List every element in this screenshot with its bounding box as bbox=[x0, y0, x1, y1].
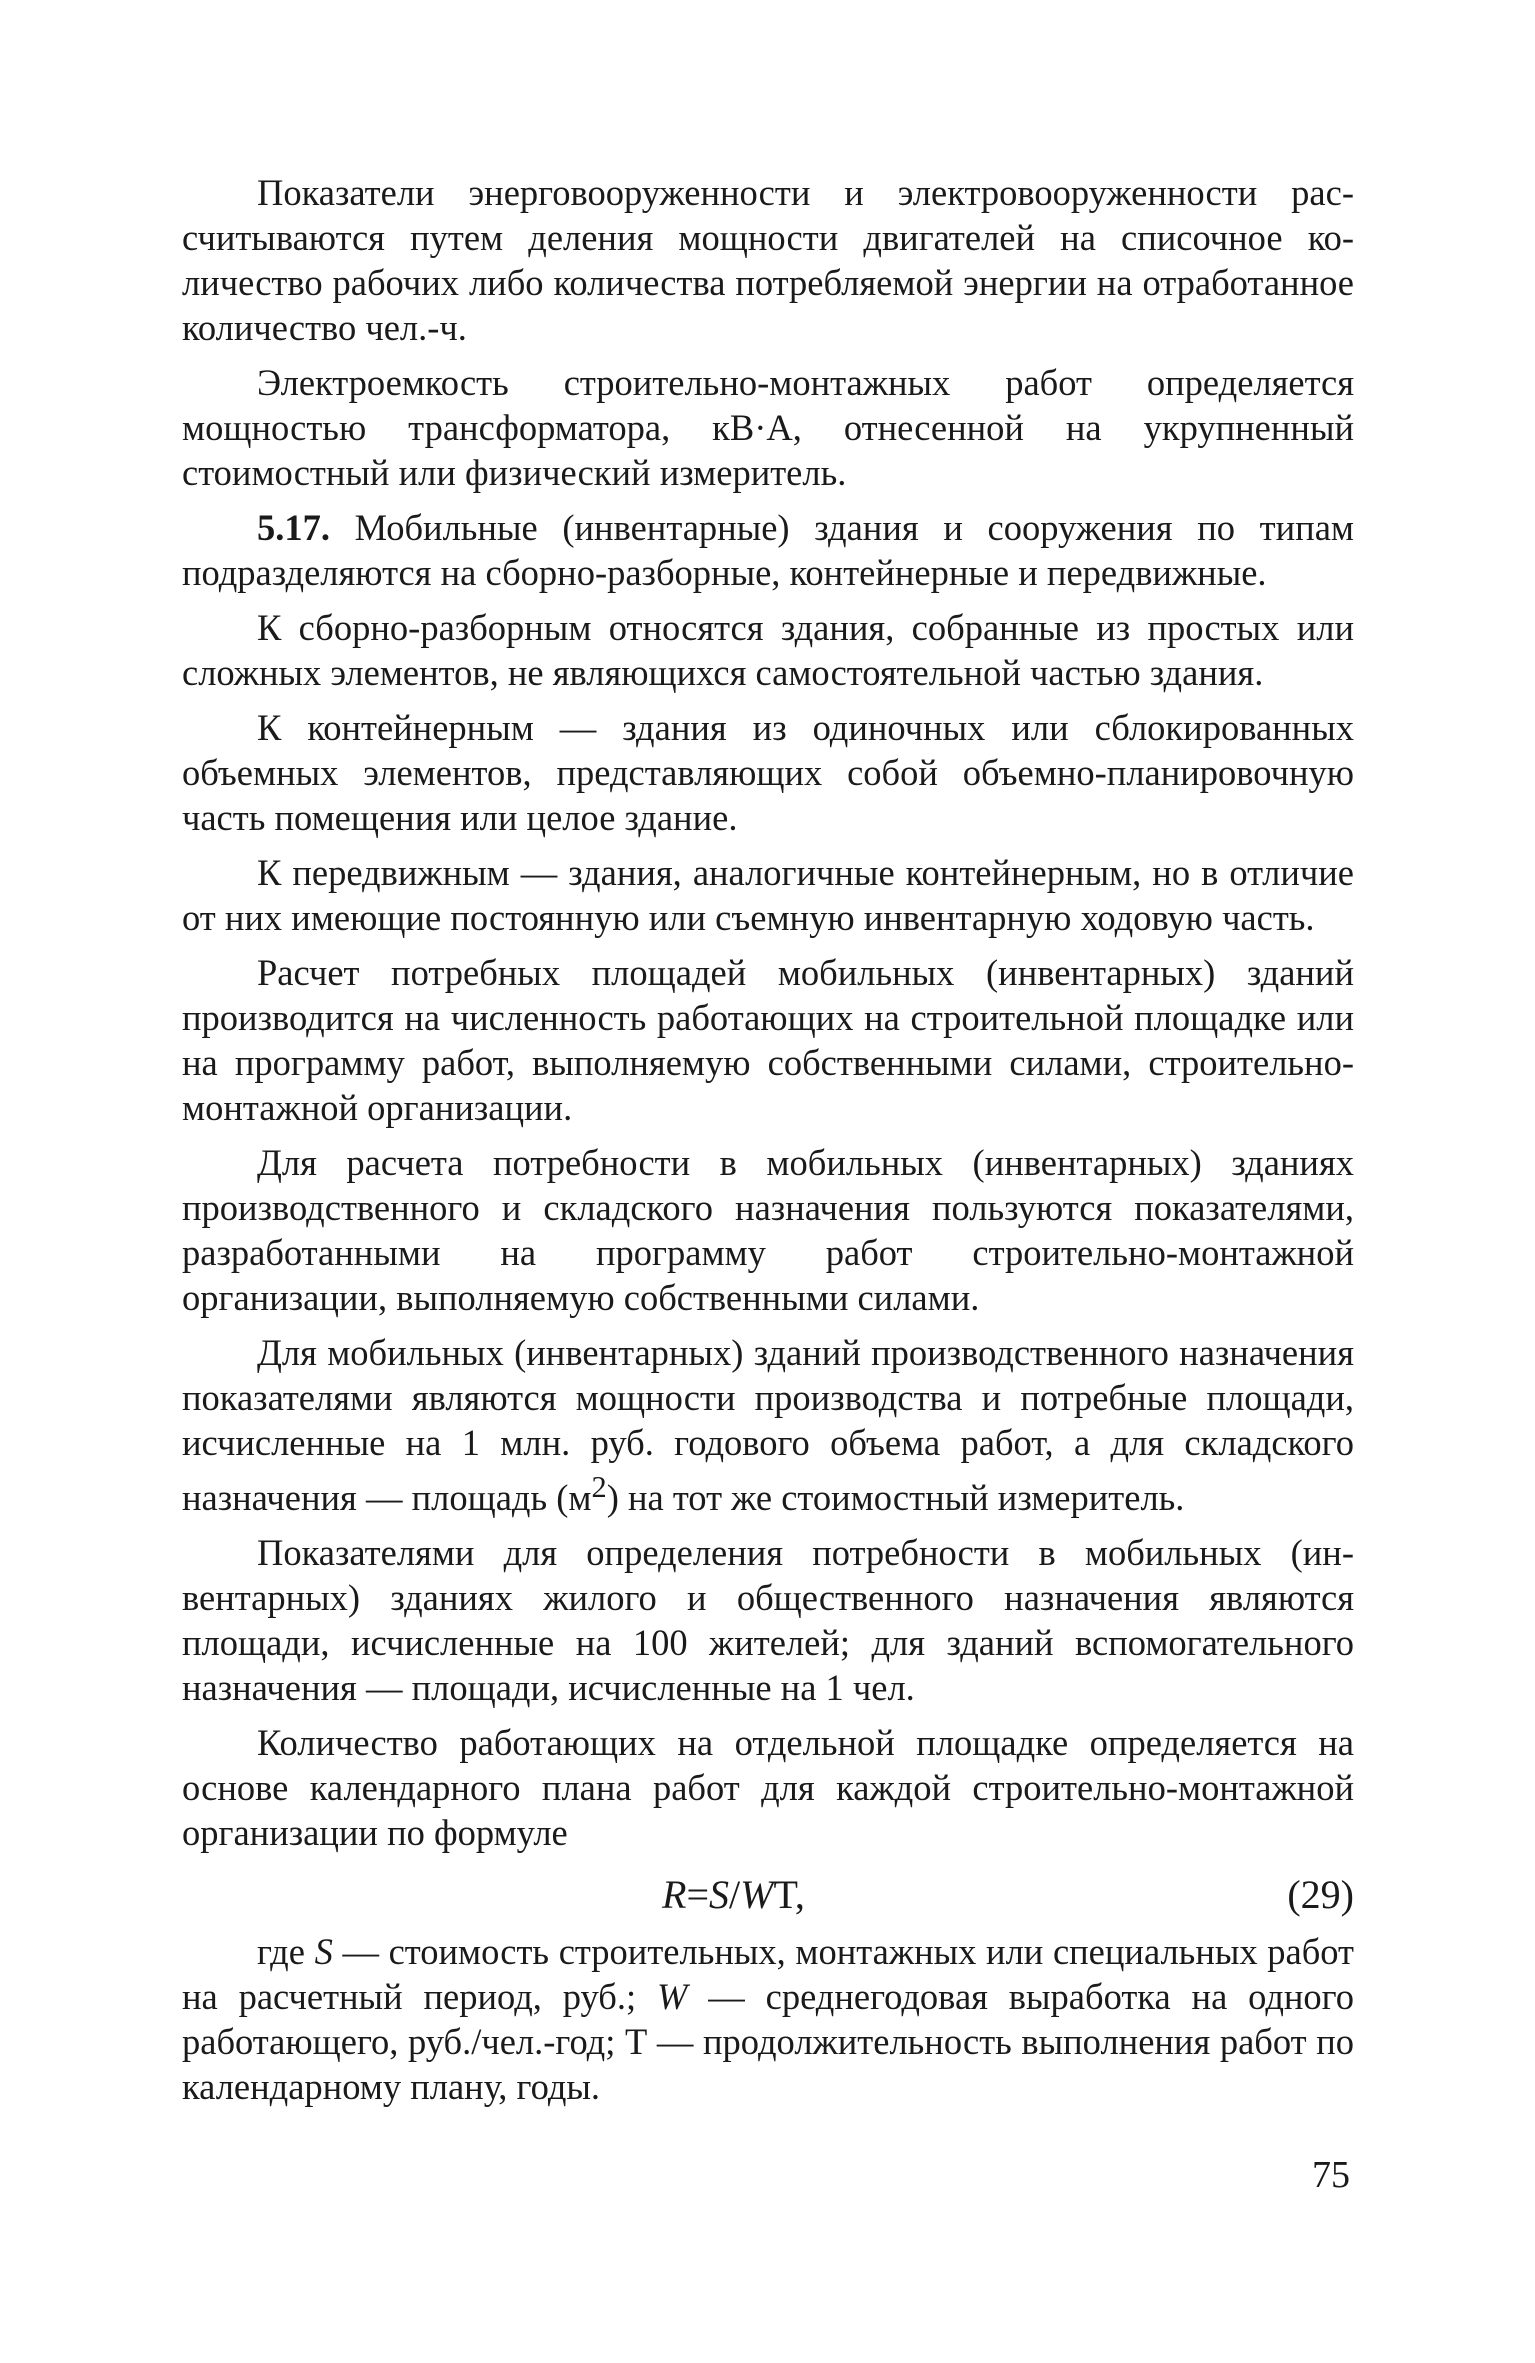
paragraph-container-buildings: К контейнерным — здания из одиночных или сблокированных объемных элементов, представляющих собой объемно-планировочную часть помещения или целое здание. bbox=[182, 707, 1354, 838]
paragraph-industrial-indicators bbox=[182, 1330, 1354, 1520]
paragraph-text: ) на тот же стоимостный измеритель. bbox=[606, 1477, 1185, 1519]
formula-w: W bbox=[740, 1872, 774, 1918]
paragraph-residential-indicators: Показателями для определения потребности в мобильных (инвентарных) зданиях жилого и общественного назначения являются площади, исчисленные на 100 жителей; для зданий вспомогательного назначения — площади, исчисленные на 1 чел. bbox=[182, 1532, 1354, 1709]
superscript: 2 bbox=[591, 1470, 607, 1504]
page-body bbox=[182, 170, 1354, 2119]
formula-expression bbox=[662, 1865, 805, 1925]
paragraph-mobile-buildings: К передвижным — здания, аналогичные контейнерным, но в отличие от них имеющие постоянную или съемную инвентарную ходовую часть. bbox=[182, 852, 1354, 938]
section-number: 5.17. bbox=[257, 507, 330, 548]
formula-number: (29) bbox=[1287, 1872, 1354, 1918]
formula-equals: = bbox=[686, 1872, 709, 1918]
paragraph-worker-count: Количество работающих на отдельной площадке определяется на основе календарного плана работ для каждой строительно-монтажной организации по формуле bbox=[182, 1722, 1354, 1854]
legend-w-definition: — среднегодовая выработка на одного работающего, руб./чел.-год; Т — продолжительность выполнения работ по календарному плану, годы. bbox=[182, 1976, 1354, 2108]
paragraph-energy-indicators: Показатели энерговооруженности и электровооруженности рассчитываются путем деления мощности двигателей на списочное количество рабочих либо количества потребляемой энергии на отработанное количество чел.-ч. bbox=[182, 172, 1354, 348]
formula-29 bbox=[182, 1865, 1354, 1925]
formula-t: T, bbox=[773, 1872, 805, 1918]
paragraph-area-calculation: Расчет потребных площадей мобильных (инвентарных) зданий производится на численность работающих на строительной площадке или на программу работ, выполняемую собственными силами, строительно-монтажной организации. bbox=[182, 952, 1354, 1128]
legend-s-definition: — стоимость строительных, монтажных или специальных работ на расчетный период, руб.; bbox=[182, 1931, 1354, 2018]
legend-intro: где bbox=[257, 1931, 315, 1973]
formula-s: S bbox=[709, 1872, 729, 1918]
formula-slash: / bbox=[729, 1872, 741, 1918]
legend-s-symbol: S bbox=[314, 1931, 333, 1973]
paragraph-industrial-storage-need: Для расчета потребности в мобильных (инвентарных) зданиях производственного и складского назначения пользуются показателями, разработанными на программу работ строительно-монтажной организации, выполняемую собственными силами. bbox=[182, 1142, 1354, 1318]
legend-w-symbol: W bbox=[657, 1976, 688, 2018]
paragraph-text: Мобильные (инвентарные) здания и сооружения по типам подразделяются на сборно-разборные, контейнерные и передвижные. bbox=[182, 507, 1354, 593]
page-number: 75 bbox=[1312, 2154, 1350, 2196]
formula-r: R bbox=[662, 1872, 687, 1918]
paragraph-prefab-buildings: К сборно-разборным относятся здания, собранные из простых или сложных элементов, не являющихся самостоятельной частью здания. bbox=[182, 607, 1354, 693]
paragraph-mobile-buildings-types bbox=[182, 505, 1354, 595]
paragraph-text: Для мобильных (инвентарных) зданий производственного назначения показателями являются мощности производства и потребные площади, исчисленные на 1 млн. руб. годового объема работ, а для складского назначения — площадь (м bbox=[182, 1332, 1354, 1519]
paragraph-formula-legend bbox=[182, 1929, 1354, 2109]
paragraph-electric-capacity: Электроемкость строительно-монтажных работ определяется мощностью трансформатора, кВ·А, отнесенной на укрупненный стоимостный или физический измеритель. bbox=[182, 362, 1354, 493]
